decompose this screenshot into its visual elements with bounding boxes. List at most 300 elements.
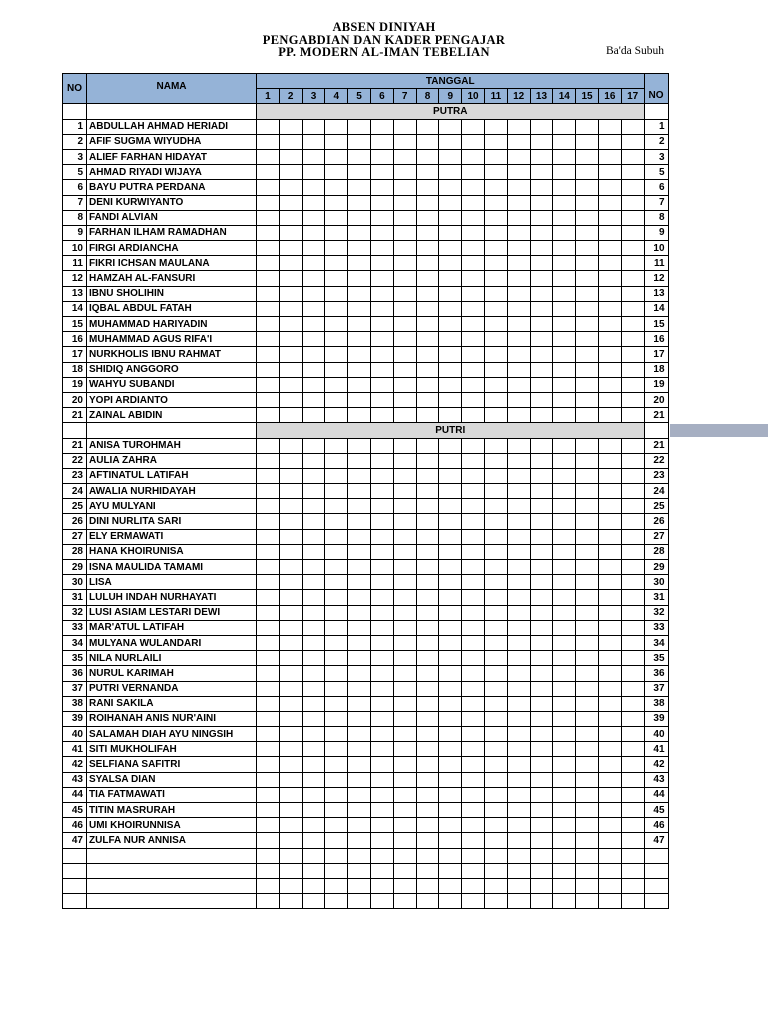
attendance-cell[interactable] — [462, 301, 485, 316]
attendance-cell[interactable] — [370, 271, 393, 286]
blank-cell[interactable] — [644, 878, 668, 893]
blank-cell[interactable] — [462, 878, 485, 893]
attendance-cell[interactable] — [302, 225, 325, 240]
attendance-cell[interactable] — [530, 499, 553, 514]
attendance-cell[interactable] — [439, 757, 462, 772]
attendance-cell[interactable] — [484, 119, 507, 134]
attendance-cell[interactable] — [439, 696, 462, 711]
attendance-cell[interactable] — [257, 317, 280, 332]
attendance-cell[interactable] — [621, 301, 644, 316]
attendance-cell[interactable] — [370, 742, 393, 757]
attendance-cell[interactable] — [393, 165, 416, 180]
attendance-cell[interactable] — [393, 529, 416, 544]
attendance-cell[interactable] — [462, 468, 485, 483]
attendance-cell[interactable] — [439, 635, 462, 650]
attendance-cell[interactable] — [598, 195, 621, 210]
attendance-cell[interactable] — [576, 225, 599, 240]
attendance-cell[interactable] — [348, 347, 371, 362]
attendance-cell[interactable] — [370, 590, 393, 605]
attendance-cell[interactable] — [279, 605, 302, 620]
attendance-cell[interactable] — [370, 408, 393, 423]
attendance-cell[interactable] — [507, 787, 530, 802]
attendance-cell[interactable] — [370, 210, 393, 225]
attendance-cell[interactable] — [462, 317, 485, 332]
attendance-cell[interactable] — [393, 787, 416, 802]
attendance-cell[interactable] — [507, 149, 530, 164]
attendance-cell[interactable] — [257, 347, 280, 362]
blank-cell[interactable] — [63, 863, 87, 878]
attendance-cell[interactable] — [553, 392, 576, 407]
attendance-cell[interactable] — [439, 195, 462, 210]
attendance-cell[interactable] — [598, 742, 621, 757]
attendance-cell[interactable] — [416, 225, 439, 240]
attendance-cell[interactable] — [484, 560, 507, 575]
attendance-cell[interactable] — [530, 377, 553, 392]
attendance-cell[interactable] — [348, 711, 371, 726]
attendance-cell[interactable] — [462, 544, 485, 559]
attendance-cell[interactable] — [393, 392, 416, 407]
attendance-cell[interactable] — [257, 742, 280, 757]
attendance-cell[interactable] — [416, 119, 439, 134]
attendance-cell[interactable] — [416, 590, 439, 605]
attendance-cell[interactable] — [348, 195, 371, 210]
attendance-cell[interactable] — [507, 681, 530, 696]
attendance-cell[interactable] — [553, 635, 576, 650]
attendance-cell[interactable] — [621, 377, 644, 392]
attendance-cell[interactable] — [370, 757, 393, 772]
attendance-cell[interactable] — [576, 332, 599, 347]
attendance-cell[interactable] — [348, 377, 371, 392]
blank-cell[interactable] — [393, 863, 416, 878]
blank-cell[interactable] — [279, 894, 302, 909]
attendance-cell[interactable] — [348, 362, 371, 377]
blank-cell[interactable] — [370, 878, 393, 893]
attendance-cell[interactable] — [621, 347, 644, 362]
attendance-cell[interactable] — [530, 286, 553, 301]
blank-cell[interactable] — [530, 848, 553, 863]
attendance-cell[interactable] — [302, 635, 325, 650]
attendance-cell[interactable] — [302, 575, 325, 590]
attendance-cell[interactable] — [257, 408, 280, 423]
attendance-cell[interactable] — [302, 134, 325, 149]
attendance-cell[interactable] — [370, 635, 393, 650]
attendance-cell[interactable] — [530, 332, 553, 347]
attendance-cell[interactable] — [439, 833, 462, 848]
attendance-cell[interactable] — [257, 134, 280, 149]
attendance-cell[interactable] — [325, 408, 348, 423]
blank-cell[interactable] — [257, 894, 280, 909]
attendance-cell[interactable] — [348, 590, 371, 605]
blank-cell[interactable] — [530, 894, 553, 909]
blank-cell[interactable] — [621, 848, 644, 863]
attendance-cell[interactable] — [484, 149, 507, 164]
attendance-cell[interactable] — [325, 635, 348, 650]
attendance-cell[interactable] — [416, 560, 439, 575]
attendance-cell[interactable] — [416, 362, 439, 377]
attendance-cell[interactable] — [576, 195, 599, 210]
attendance-cell[interactable] — [393, 742, 416, 757]
attendance-cell[interactable] — [530, 453, 553, 468]
attendance-cell[interactable] — [553, 544, 576, 559]
attendance-cell[interactable] — [325, 727, 348, 742]
attendance-cell[interactable] — [325, 119, 348, 134]
attendance-cell[interactable] — [462, 225, 485, 240]
blank-cell[interactable] — [302, 878, 325, 893]
attendance-cell[interactable] — [621, 514, 644, 529]
attendance-cell[interactable] — [439, 544, 462, 559]
attendance-cell[interactable] — [257, 332, 280, 347]
attendance-cell[interactable] — [507, 347, 530, 362]
attendance-cell[interactable] — [530, 529, 553, 544]
attendance-cell[interactable] — [576, 210, 599, 225]
attendance-cell[interactable] — [393, 362, 416, 377]
attendance-cell[interactable] — [416, 165, 439, 180]
attendance-cell[interactable] — [598, 484, 621, 499]
attendance-cell[interactable] — [416, 635, 439, 650]
attendance-cell[interactable] — [507, 696, 530, 711]
attendance-cell[interactable] — [393, 468, 416, 483]
attendance-cell[interactable] — [553, 499, 576, 514]
attendance-cell[interactable] — [530, 575, 553, 590]
blank-cell[interactable] — [598, 878, 621, 893]
attendance-cell[interactable] — [302, 651, 325, 666]
attendance-cell[interactable] — [530, 544, 553, 559]
blank-cell[interactable] — [507, 894, 530, 909]
attendance-cell[interactable] — [507, 301, 530, 316]
attendance-cell[interactable] — [507, 392, 530, 407]
attendance-cell[interactable] — [348, 560, 371, 575]
attendance-cell[interactable] — [553, 165, 576, 180]
attendance-cell[interactable] — [325, 286, 348, 301]
attendance-cell[interactable] — [302, 544, 325, 559]
attendance-cell[interactable] — [507, 484, 530, 499]
attendance-cell[interactable] — [370, 195, 393, 210]
attendance-cell[interactable] — [507, 438, 530, 453]
attendance-cell[interactable] — [598, 225, 621, 240]
attendance-cell[interactable] — [302, 149, 325, 164]
attendance-cell[interactable] — [348, 651, 371, 666]
attendance-cell[interactable] — [576, 727, 599, 742]
attendance-cell[interactable] — [439, 438, 462, 453]
attendance-cell[interactable] — [257, 666, 280, 681]
attendance-cell[interactable] — [507, 711, 530, 726]
attendance-cell[interactable] — [507, 134, 530, 149]
attendance-cell[interactable] — [621, 560, 644, 575]
attendance-cell[interactable] — [507, 803, 530, 818]
blank-cell[interactable] — [87, 878, 257, 893]
attendance-cell[interactable] — [530, 134, 553, 149]
attendance-cell[interactable] — [257, 165, 280, 180]
attendance-cell[interactable] — [530, 757, 553, 772]
attendance-cell[interactable] — [257, 651, 280, 666]
attendance-cell[interactable] — [257, 727, 280, 742]
attendance-cell[interactable] — [553, 666, 576, 681]
attendance-cell[interactable] — [439, 468, 462, 483]
attendance-cell[interactable] — [439, 332, 462, 347]
attendance-cell[interactable] — [302, 833, 325, 848]
attendance-cell[interactable] — [530, 620, 553, 635]
attendance-cell[interactable] — [530, 165, 553, 180]
attendance-cell[interactable] — [484, 772, 507, 787]
attendance-cell[interactable] — [370, 149, 393, 164]
attendance-cell[interactable] — [484, 696, 507, 711]
attendance-cell[interactable] — [462, 651, 485, 666]
attendance-cell[interactable] — [325, 757, 348, 772]
blank-cell[interactable] — [370, 894, 393, 909]
attendance-cell[interactable] — [553, 332, 576, 347]
attendance-cell[interactable] — [462, 241, 485, 256]
attendance-cell[interactable] — [325, 347, 348, 362]
attendance-cell[interactable] — [279, 408, 302, 423]
attendance-cell[interactable] — [416, 772, 439, 787]
attendance-cell[interactable] — [507, 757, 530, 772]
attendance-cell[interactable] — [348, 635, 371, 650]
attendance-cell[interactable] — [393, 241, 416, 256]
attendance-cell[interactable] — [507, 408, 530, 423]
blank-cell[interactable] — [530, 878, 553, 893]
attendance-cell[interactable] — [530, 408, 553, 423]
attendance-cell[interactable] — [439, 271, 462, 286]
attendance-cell[interactable] — [530, 727, 553, 742]
attendance-cell[interactable] — [462, 499, 485, 514]
attendance-cell[interactable] — [279, 225, 302, 240]
attendance-cell[interactable] — [576, 438, 599, 453]
blank-cell[interactable] — [576, 863, 599, 878]
attendance-cell[interactable] — [530, 696, 553, 711]
attendance-cell[interactable] — [348, 180, 371, 195]
attendance-cell[interactable] — [257, 787, 280, 802]
attendance-cell[interactable] — [279, 620, 302, 635]
attendance-cell[interactable] — [416, 468, 439, 483]
attendance-cell[interactable] — [530, 514, 553, 529]
attendance-cell[interactable] — [279, 711, 302, 726]
attendance-cell[interactable] — [257, 438, 280, 453]
attendance-cell[interactable] — [462, 256, 485, 271]
attendance-cell[interactable] — [348, 772, 371, 787]
attendance-cell[interactable] — [462, 195, 485, 210]
attendance-cell[interactable] — [393, 666, 416, 681]
attendance-cell[interactable] — [348, 514, 371, 529]
attendance-cell[interactable] — [279, 347, 302, 362]
attendance-cell[interactable] — [462, 681, 485, 696]
attendance-cell[interactable] — [302, 772, 325, 787]
attendance-cell[interactable] — [576, 529, 599, 544]
attendance-cell[interactable] — [257, 256, 280, 271]
attendance-cell[interactable] — [530, 438, 553, 453]
attendance-cell[interactable] — [393, 377, 416, 392]
attendance-cell[interactable] — [576, 392, 599, 407]
blank-cell[interactable] — [576, 894, 599, 909]
attendance-cell[interactable] — [302, 711, 325, 726]
attendance-cell[interactable] — [370, 772, 393, 787]
attendance-cell[interactable] — [553, 590, 576, 605]
attendance-cell[interactable] — [325, 696, 348, 711]
attendance-cell[interactable] — [553, 757, 576, 772]
attendance-cell[interactable] — [279, 195, 302, 210]
attendance-cell[interactable] — [576, 301, 599, 316]
attendance-cell[interactable] — [439, 499, 462, 514]
attendance-cell[interactable] — [621, 286, 644, 301]
attendance-cell[interactable] — [621, 833, 644, 848]
attendance-cell[interactable] — [621, 529, 644, 544]
attendance-cell[interactable] — [370, 180, 393, 195]
attendance-cell[interactable] — [393, 711, 416, 726]
attendance-cell[interactable] — [462, 560, 485, 575]
attendance-cell[interactable] — [257, 271, 280, 286]
blank-cell[interactable] — [416, 863, 439, 878]
attendance-cell[interactable] — [348, 787, 371, 802]
attendance-cell[interactable] — [553, 514, 576, 529]
attendance-cell[interactable] — [598, 605, 621, 620]
attendance-cell[interactable] — [621, 392, 644, 407]
attendance-cell[interactable] — [462, 757, 485, 772]
attendance-cell[interactable] — [279, 286, 302, 301]
attendance-cell[interactable] — [598, 635, 621, 650]
attendance-cell[interactable] — [302, 605, 325, 620]
blank-cell[interactable] — [302, 894, 325, 909]
attendance-cell[interactable] — [484, 256, 507, 271]
attendance-cell[interactable] — [348, 605, 371, 620]
attendance-cell[interactable] — [598, 149, 621, 164]
attendance-cell[interactable] — [484, 681, 507, 696]
attendance-cell[interactable] — [621, 149, 644, 164]
attendance-cell[interactable] — [553, 149, 576, 164]
blank-cell[interactable] — [416, 894, 439, 909]
attendance-cell[interactable] — [621, 757, 644, 772]
attendance-cell[interactable] — [348, 484, 371, 499]
attendance-cell[interactable] — [576, 180, 599, 195]
attendance-cell[interactable] — [325, 301, 348, 316]
attendance-cell[interactable] — [325, 165, 348, 180]
attendance-cell[interactable] — [279, 484, 302, 499]
attendance-cell[interactable] — [416, 210, 439, 225]
attendance-cell[interactable] — [302, 256, 325, 271]
attendance-cell[interactable] — [553, 180, 576, 195]
attendance-cell[interactable] — [279, 392, 302, 407]
blank-cell[interactable] — [576, 848, 599, 863]
blank-cell[interactable] — [507, 848, 530, 863]
attendance-cell[interactable] — [484, 529, 507, 544]
attendance-cell[interactable] — [302, 271, 325, 286]
attendance-cell[interactable] — [553, 560, 576, 575]
attendance-cell[interactable] — [416, 757, 439, 772]
attendance-cell[interactable] — [325, 666, 348, 681]
attendance-cell[interactable] — [553, 362, 576, 377]
attendance-cell[interactable] — [553, 484, 576, 499]
attendance-cell[interactable] — [553, 681, 576, 696]
attendance-cell[interactable] — [507, 605, 530, 620]
blank-cell[interactable] — [484, 848, 507, 863]
attendance-cell[interactable] — [439, 803, 462, 818]
blank-cell[interactable] — [87, 863, 257, 878]
attendance-cell[interactable] — [484, 347, 507, 362]
attendance-cell[interactable] — [553, 317, 576, 332]
attendance-cell[interactable] — [279, 651, 302, 666]
attendance-cell[interactable] — [598, 408, 621, 423]
attendance-cell[interactable] — [462, 438, 485, 453]
attendance-cell[interactable] — [576, 803, 599, 818]
attendance-cell[interactable] — [507, 180, 530, 195]
attendance-cell[interactable] — [598, 438, 621, 453]
attendance-cell[interactable] — [325, 468, 348, 483]
attendance-cell[interactable] — [302, 180, 325, 195]
attendance-cell[interactable] — [370, 529, 393, 544]
attendance-cell[interactable] — [462, 590, 485, 605]
attendance-cell[interactable] — [507, 241, 530, 256]
attendance-cell[interactable] — [393, 119, 416, 134]
attendance-cell[interactable] — [621, 165, 644, 180]
attendance-cell[interactable] — [370, 514, 393, 529]
attendance-cell[interactable] — [439, 347, 462, 362]
attendance-cell[interactable] — [530, 605, 553, 620]
attendance-cell[interactable] — [621, 468, 644, 483]
attendance-cell[interactable] — [576, 286, 599, 301]
attendance-cell[interactable] — [257, 696, 280, 711]
attendance-cell[interactable] — [416, 241, 439, 256]
attendance-cell[interactable] — [325, 772, 348, 787]
attendance-cell[interactable] — [621, 484, 644, 499]
attendance-cell[interactable] — [325, 362, 348, 377]
attendance-cell[interactable] — [257, 560, 280, 575]
attendance-cell[interactable] — [325, 742, 348, 757]
attendance-cell[interactable] — [416, 332, 439, 347]
attendance-cell[interactable] — [325, 681, 348, 696]
attendance-cell[interactable] — [621, 787, 644, 802]
attendance-cell[interactable] — [621, 696, 644, 711]
attendance-cell[interactable] — [576, 833, 599, 848]
attendance-cell[interactable] — [507, 727, 530, 742]
attendance-cell[interactable] — [530, 651, 553, 666]
attendance-cell[interactable] — [416, 620, 439, 635]
attendance-cell[interactable] — [302, 696, 325, 711]
blank-cell[interactable] — [484, 863, 507, 878]
attendance-cell[interactable] — [325, 620, 348, 635]
attendance-cell[interactable] — [507, 620, 530, 635]
blank-cell[interactable] — [257, 863, 280, 878]
attendance-cell[interactable] — [416, 317, 439, 332]
attendance-cell[interactable] — [302, 210, 325, 225]
attendance-cell[interactable] — [598, 317, 621, 332]
attendance-cell[interactable] — [576, 711, 599, 726]
attendance-cell[interactable] — [302, 666, 325, 681]
attendance-cell[interactable] — [576, 742, 599, 757]
attendance-cell[interactable] — [302, 301, 325, 316]
attendance-cell[interactable] — [302, 332, 325, 347]
attendance-cell[interactable] — [393, 651, 416, 666]
attendance-cell[interactable] — [576, 666, 599, 681]
attendance-cell[interactable] — [439, 453, 462, 468]
attendance-cell[interactable] — [507, 377, 530, 392]
attendance-cell[interactable] — [416, 408, 439, 423]
attendance-cell[interactable] — [621, 438, 644, 453]
attendance-cell[interactable] — [302, 317, 325, 332]
blank-cell[interactable] — [87, 848, 257, 863]
attendance-cell[interactable] — [348, 499, 371, 514]
attendance-cell[interactable] — [484, 468, 507, 483]
blank-cell[interactable] — [621, 863, 644, 878]
attendance-cell[interactable] — [507, 833, 530, 848]
attendance-cell[interactable] — [370, 803, 393, 818]
attendance-cell[interactable] — [393, 347, 416, 362]
attendance-cell[interactable] — [462, 134, 485, 149]
attendance-cell[interactable] — [507, 362, 530, 377]
attendance-cell[interactable] — [598, 210, 621, 225]
attendance-cell[interactable] — [302, 195, 325, 210]
attendance-cell[interactable] — [302, 727, 325, 742]
attendance-cell[interactable] — [370, 787, 393, 802]
attendance-cell[interactable] — [439, 575, 462, 590]
attendance-cell[interactable] — [416, 271, 439, 286]
